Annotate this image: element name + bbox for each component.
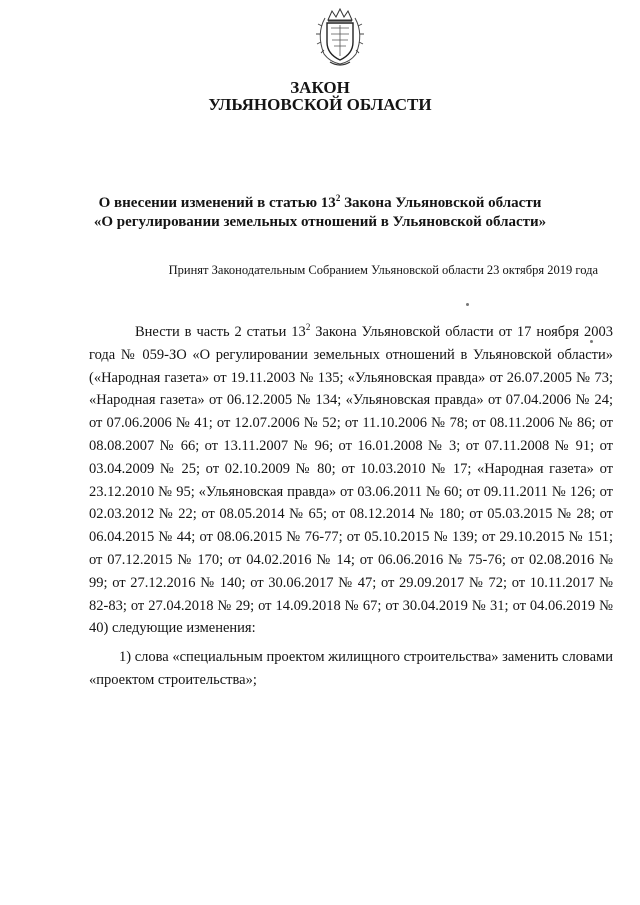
paragraph-prefix: Внести в часть 2 статьи 13 <box>135 324 306 340</box>
coat-of-arms-icon <box>310 4 370 68</box>
adoption-note: Принят Законодательным Собранием Ульяновской области 23 октября 2019 года <box>168 263 598 277</box>
scan-speck <box>590 340 593 343</box>
region-title: УЛЬЯНОВСКОЙ ОБЛАСТИ <box>208 95 432 114</box>
main-paragraph <box>89 321 613 640</box>
paragraph-text: Закона Ульяновской области от 17 ноября 2003 года № 059-ЗО «О регулировании земельных отношений в Ульяновской области» («Народная газета» от 19.11.2003 № 135; «Ульяновская правда» от 26.07.2005 № 73; «Народная газета» от 06.12.2005 № 134; «Ульяновская правда» от 07.04.2006 № 24; от 07.06.2006 № 41; от 12.07.2006 № 52; от 11.10.2006 № 78; от 08.11.2006 № 86; от 08.08.2007 № 66; от 13.11.2007 № 96; от 16.01.2008 № 3; от 07.11.2008 № 91; от 03.04.2009 № 25; от 02.10.2009 № 80; от 10.03.2010 № 17; «Народная газета» от 23.12.2010 № 95; «Ульяновская правда» от 03.06.2011 № 60; от 09.11.2011 № 126; от 02.03.2012 № 22; от 08.05.2014 № 65; от 08.12.2014 № 180; от 05.03.2015 № 28; от 06.04.2015 № 44; от 08.06.2015 № 76-77; от 05.10.2015 № 139; от 29.10.2015 № 151; от 07.12.2015 № 170; от 04.02.2016 № 14; от 06.06.2016 № 75-76; от 02.08.2016 № 99; от 27.12.2016 № 140; от 30.06.2017 № 47; от 29.09.2017 № 72; от 10.11.2017 № 82-83; от 27.04.2018 № 29; от 14.09.2018 № 67; от 30.04.2019 № 31; от 04.06.2019 № 40) следующие изменения: <box>89 324 613 637</box>
subject-prefix: О внесении изменений в статью 13 <box>98 195 336 211</box>
amendment-item-1: 1) слова «специальным проектом жилищного строительства» заменить словами «проектом строительства»; <box>89 649 613 688</box>
subject-superscript: 2 <box>335 193 341 203</box>
subject-suffix: Закона Ульяновской области <box>340 195 542 211</box>
law-body <box>89 321 613 692</box>
law-title: ЗАКОН <box>290 78 350 97</box>
law-subject-line-1 <box>0 194 640 213</box>
paragraph-superscript: 2 <box>305 322 311 332</box>
scan-speck <box>466 303 469 306</box>
law-subject-line-2: «О регулировании земельных отношений в Ульяновской области» <box>93 214 547 230</box>
